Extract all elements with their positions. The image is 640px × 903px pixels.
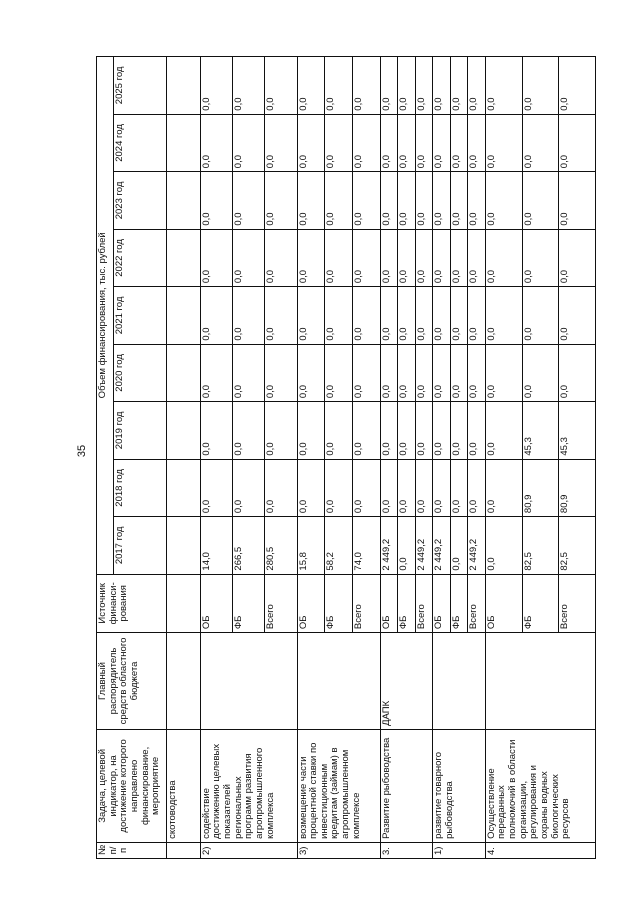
header-year: 2018 год: [114, 459, 167, 516]
cell-value: 0,0: [398, 57, 415, 115]
cell-value: 0,0: [559, 229, 596, 286]
cell-source: ОБ: [297, 574, 325, 633]
cell-value: [167, 402, 201, 459]
cell-value: 0,0: [450, 57, 467, 115]
cell-task: возмещение части процентной ставки по инвестиционным кредитам (займам) в агропромышленном комплексе: [297, 729, 380, 842]
cell-value: 0,0: [265, 459, 297, 516]
cell-value: 0,0: [398, 287, 415, 344]
cell-value: 0,0: [522, 114, 559, 171]
cell-task: содействие достижению целевых показателей региональных программ развития агропромышленного комплекса: [200, 729, 297, 842]
cell-source: Всего: [265, 574, 297, 633]
cell-value: 0,0: [559, 114, 596, 171]
cell-value: 0,0: [450, 344, 467, 401]
cell-value: 0,0: [450, 114, 467, 171]
cell-value: 2 449,2: [433, 517, 450, 574]
cell-value: 280,5: [265, 517, 297, 574]
cell-value: 0,0: [522, 344, 559, 401]
header-year: 2022 год: [114, 229, 167, 286]
cell-value: 0,0: [233, 402, 265, 459]
cell-source: Всего: [353, 574, 381, 633]
cell-value: 0,0: [380, 57, 397, 115]
cell-value: 0,0: [233, 229, 265, 286]
header-year: 2021 год: [114, 287, 167, 344]
cell-manager: [485, 633, 595, 730]
cell-value: 0,0: [380, 229, 397, 286]
cell-value: 0,0: [265, 344, 297, 401]
cell-value: 0,0: [559, 287, 596, 344]
cell-value: 45,3: [522, 402, 559, 459]
cell-value: 0,0: [297, 402, 325, 459]
cell-value: 0,0: [468, 344, 485, 401]
cell-value: 0,0: [468, 114, 485, 171]
cell-value: 0,0: [559, 57, 596, 115]
cell-source: ФБ: [325, 574, 353, 633]
cell-value: 45,3: [559, 402, 596, 459]
cell-value: 0,0: [200, 172, 232, 229]
table-row: [485, 57, 522, 859]
cell-source: ФБ: [398, 574, 415, 633]
cell-value: 0,0: [200, 459, 232, 516]
cell-source: [167, 574, 201, 633]
cell-number: 1): [433, 842, 485, 858]
cell-value: 0,0: [485, 57, 522, 115]
cell-value: 0,0: [398, 459, 415, 516]
cell-value: 0,0: [233, 287, 265, 344]
cell-value: [167, 229, 201, 286]
cell-value: 0,0: [522, 172, 559, 229]
cell-value: 0,0: [353, 229, 381, 286]
cell-value: 0,0: [485, 402, 522, 459]
cell-value: 0,0: [200, 287, 232, 344]
cell-source: Всего: [468, 574, 485, 633]
cell-value: 0,0: [415, 344, 432, 401]
cell-value: 0,0: [380, 402, 397, 459]
cell-value: 0,0: [433, 114, 450, 171]
cell-manager: [200, 633, 297, 730]
cell-value: 0,0: [450, 172, 467, 229]
cell-value: 0,0: [522, 229, 559, 286]
cell-value: 0,0: [265, 114, 297, 171]
header-source: Источник финанси-рования: [97, 574, 167, 633]
cell-value: 0,0: [433, 229, 450, 286]
cell-value: 0,0: [450, 402, 467, 459]
cell-value: 0,0: [200, 344, 232, 401]
cell-value: 0,0: [468, 402, 485, 459]
cell-value: 0,0: [297, 344, 325, 401]
cell-value: 0,0: [398, 344, 415, 401]
cell-value: 0,0: [200, 57, 232, 115]
cell-value: 0,0: [468, 172, 485, 229]
cell-value: 74,0: [353, 517, 381, 574]
cell-value: 15,8: [297, 517, 325, 574]
cell-value: 82,5: [559, 517, 596, 574]
cell-value: 0,0: [398, 517, 415, 574]
header-year: 2025 год: [114, 57, 167, 115]
cell-source: ФБ: [522, 574, 559, 633]
header-volume: Объем финансирования, тыс. рублей: [97, 57, 114, 575]
cell-value: 0,0: [353, 172, 381, 229]
cell-source: ФБ: [450, 574, 467, 633]
cell-value: 0,0: [325, 459, 353, 516]
header-task: Задача, целевой индикатор, на достижение которого направлено финансирование, мероприятие: [97, 729, 167, 842]
cell-value: 0,0: [433, 402, 450, 459]
cell-value: 0,0: [415, 402, 432, 459]
cell-value: 0,0: [353, 114, 381, 171]
table-row: [297, 57, 325, 859]
cell-value: 0,0: [353, 459, 381, 516]
cell-value: 0,0: [325, 287, 353, 344]
cell-value: 0,0: [450, 517, 467, 574]
cell-value: 0,0: [297, 229, 325, 286]
cell-number: 4.: [485, 842, 595, 858]
cell-value: 0,0: [325, 57, 353, 115]
cell-value: 0,0: [233, 114, 265, 171]
cell-value: [167, 344, 201, 401]
cell-value: 0,0: [380, 114, 397, 171]
cell-value: 0,0: [485, 229, 522, 286]
cell-value: 0,0: [485, 344, 522, 401]
cell-value: 0,0: [297, 287, 325, 344]
cell-value: 0,0: [485, 517, 522, 574]
cell-value: 0,0: [353, 344, 381, 401]
cell-source: ОБ: [380, 574, 397, 633]
cell-value: 0,0: [468, 57, 485, 115]
cell-task: Осуществление переданных полномочий в области организации, регулирования и охраны водных биологических ресурсов: [485, 729, 595, 842]
cell-value: 0,0: [415, 114, 432, 171]
cell-value: 0,0: [415, 287, 432, 344]
cell-value: 0,0: [398, 402, 415, 459]
cell-value: 0,0: [398, 114, 415, 171]
cell-number: [167, 842, 201, 858]
cell-value: [167, 517, 201, 574]
cell-value: 0,0: [559, 344, 596, 401]
cell-value: 0,0: [485, 172, 522, 229]
cell-value: 0,0: [297, 114, 325, 171]
cell-value: 0,0: [398, 172, 415, 229]
cell-value: 0,0: [233, 344, 265, 401]
header-year: 2024 год: [114, 114, 167, 171]
cell-value: 0,0: [415, 459, 432, 516]
cell-number: 3.: [380, 842, 432, 858]
table-row: [433, 57, 450, 859]
cell-value: 2 449,2: [468, 517, 485, 574]
cell-value: [167, 287, 201, 344]
page-number: 35: [76, 444, 89, 458]
cell-value: 0,0: [468, 459, 485, 516]
cell-value: 0,0: [380, 459, 397, 516]
cell-value: 0,0: [325, 402, 353, 459]
rotated-page: [96, 56, 596, 859]
cell-source: Всего: [559, 574, 596, 633]
header-manager: Главный распорядитель средств областного бюджета: [97, 633, 167, 730]
cell-value: 0,0: [265, 287, 297, 344]
cell-value: 0,0: [353, 402, 381, 459]
cell-task: развитие товарного рыбоводства: [433, 729, 485, 842]
table-row-continuation: [167, 57, 201, 859]
cell-value: [167, 57, 201, 115]
header-year: 2017 год: [114, 517, 167, 574]
cell-number: 2): [200, 842, 297, 858]
table-row: [200, 57, 232, 859]
cell-manager: [167, 633, 201, 730]
header-year: 2020 год: [114, 344, 167, 401]
cell-value: 0,0: [325, 344, 353, 401]
cell-value: 14,0: [200, 517, 232, 574]
financing-table-container: [96, 56, 596, 859]
cell-value: 0,0: [450, 229, 467, 286]
cell-value: 0,0: [485, 287, 522, 344]
cell-value: 0,0: [468, 229, 485, 286]
cell-value: 82,5: [522, 517, 559, 574]
cell-value: 0,0: [200, 114, 232, 171]
cell-value: 0,0: [415, 57, 432, 115]
cell-source: Всего: [415, 574, 432, 633]
cell-value: 0,0: [450, 459, 467, 516]
cell-source: ОБ: [485, 574, 522, 633]
cell-value: 0,0: [522, 287, 559, 344]
header-number: № п/п: [97, 842, 167, 858]
table-groups: [200, 57, 595, 859]
cell-value: 0,0: [485, 114, 522, 171]
cell-manager: ДАПК: [380, 633, 432, 730]
cell-value: 58,2: [325, 517, 353, 574]
cell-value: 0,0: [353, 57, 381, 115]
cell-value: 0,0: [450, 287, 467, 344]
cell-value: 80,9: [559, 459, 596, 516]
cell-value: 0,0: [433, 287, 450, 344]
cell-number: 3): [297, 842, 380, 858]
cell-value: 0,0: [353, 287, 381, 344]
cell-task: Развитие рыбоводства: [380, 729, 432, 842]
cell-source: ФБ: [233, 574, 265, 633]
cell-value: 0,0: [485, 459, 522, 516]
cell-value: 2 449,2: [415, 517, 432, 574]
cell-value: 0,0: [325, 114, 353, 171]
cell-value: 0,0: [265, 57, 297, 115]
cell-value: 0,0: [415, 172, 432, 229]
cell-value: 2 449,2: [380, 517, 397, 574]
cell-value: [167, 459, 201, 516]
cell-value: [167, 172, 201, 229]
cell-value: 0,0: [233, 172, 265, 229]
cell-value: 0,0: [415, 229, 432, 286]
financing-table: [96, 56, 596, 859]
cell-value: 0,0: [325, 172, 353, 229]
cell-value: 0,0: [380, 287, 397, 344]
cell-source: ОБ: [433, 574, 450, 633]
cell-value: 0,0: [233, 459, 265, 516]
cell-value: 0,0: [433, 57, 450, 115]
cell-value: 0,0: [265, 402, 297, 459]
cell-value: 0,0: [433, 344, 450, 401]
cell-value: 0,0: [433, 172, 450, 229]
cell-value: 0,0: [297, 459, 325, 516]
table-row: [380, 57, 397, 859]
cell-manager: [297, 633, 380, 730]
cell-value: 0,0: [380, 344, 397, 401]
cell-value: 0,0: [200, 402, 232, 459]
cell-value: 0,0: [265, 229, 297, 286]
cell-task: скотоводства: [167, 729, 201, 842]
cell-value: 0,0: [468, 287, 485, 344]
cell-source: ОБ: [200, 574, 232, 633]
cell-value: 266,5: [233, 517, 265, 574]
cell-value: 0,0: [433, 459, 450, 516]
cell-value: 0,0: [398, 229, 415, 286]
cell-value: [167, 114, 201, 171]
cell-value: 0,0: [559, 172, 596, 229]
header-year: 2019 год: [114, 402, 167, 459]
cell-value: 0,0: [200, 229, 232, 286]
cell-value: 0,0: [380, 172, 397, 229]
cell-value: 0,0: [297, 57, 325, 115]
cell-value: 0,0: [297, 172, 325, 229]
cell-value: 0,0: [325, 229, 353, 286]
cell-value: 0,0: [233, 57, 265, 115]
cell-value: 80,9: [522, 459, 559, 516]
cell-value: 0,0: [265, 172, 297, 229]
header-year: 2023 год: [114, 172, 167, 229]
cell-manager: [433, 633, 485, 730]
cell-value: 0,0: [522, 57, 559, 115]
